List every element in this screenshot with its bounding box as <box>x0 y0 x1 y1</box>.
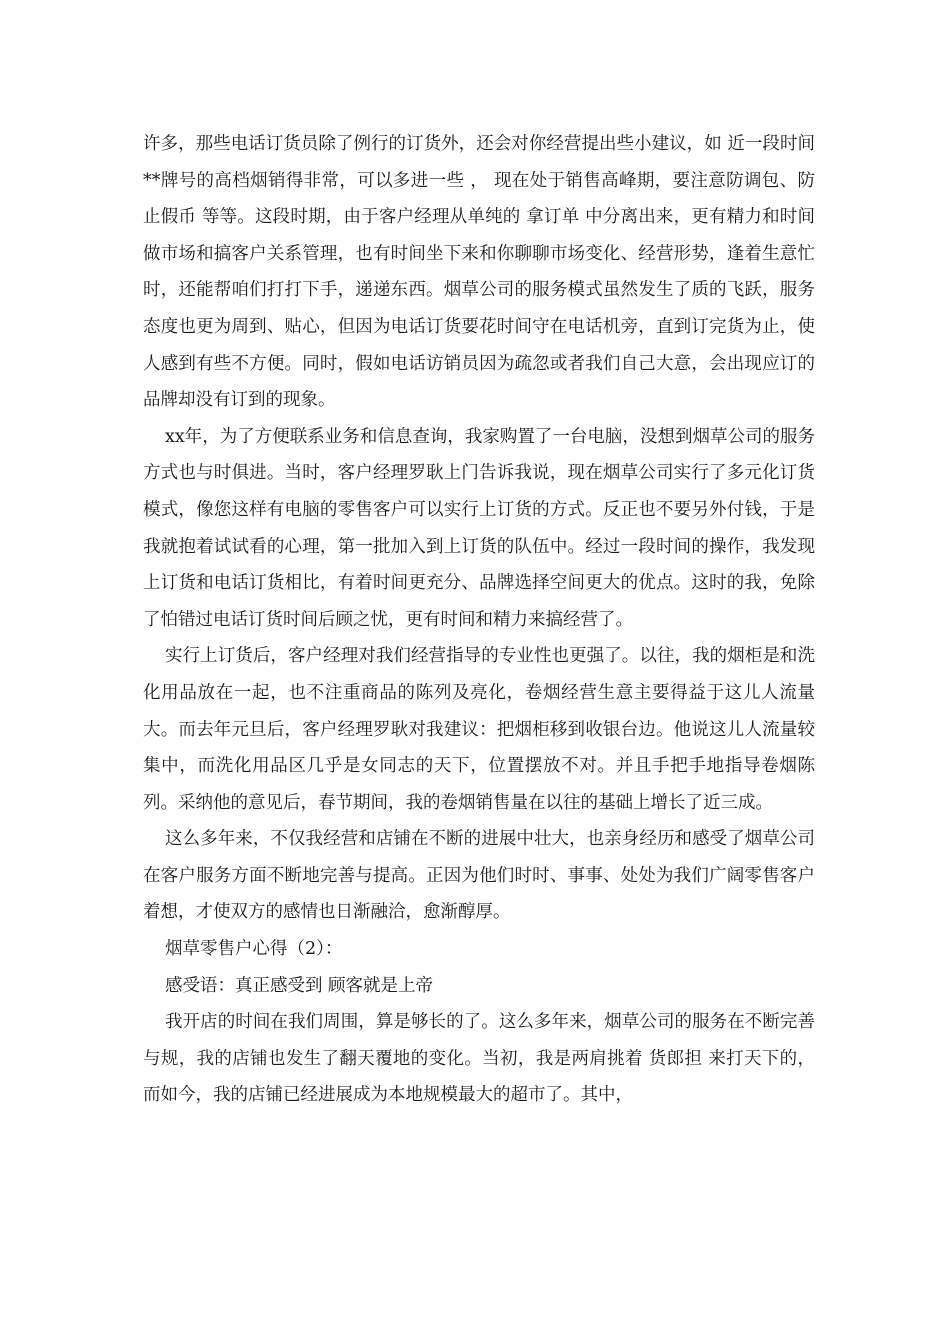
document-body <box>143 126 815 1114</box>
paragraph-online-ordering: xx年，为了方便联系业务和信息查询，我家购置了一台电脑，没想到烟草公司的服务方式也与时俱进。当时，客户经理罗耿上门告诉我说，现在烟草公司实行了多元化订货模式，像您这样有电脑的零售客户可以实行上订货的方式。反正也不要另外付钱，于是我就抱着试试看的心理，第一批加入到上订货的队伍中。经过一段时间的操作，我发现上订货和电话订货相比，有着时间更充分、品牌选择空间更大的优点。这时的我，免除了怕错过电话订货时间后顾之忧，更有时间和精力来搞经营了。 <box>143 426 815 630</box>
paragraph-summary: 这么多年来，不仅我经营和店铺在不断的进展中壮大，也亲身经历和感受了烟草公司在客户服务方面不断地完善与提高。正因为他们时时、事事、处处为我们广阔零售客户着想，才使双方的感情也日渐融洽，愈渐醇厚。 <box>143 829 815 923</box>
paragraph-store-history: 我开店的时间在我们周围，算是够长的了。这么多年来，烟草公司的服务在不断完善与规，我的店铺也发生了翻天覆地的变化。当初，我是两肩挑着 货郎担 来打天下的，而如今，我的店铺已经进展成为本地规模最大的超市了。其中， <box>143 1012 815 1106</box>
paragraph-continuation: 许多，那些电话订货员除了例行的订货外，还会对你经营提出些小建议，如 近一段时间**牌号的高档烟销得非常，可以多进一些 ， 现在处于销售高峰期，要注意防调包、防止假币 等等。这段时期，由于客户经理从单纯的 拿订单 中分离出来，更有精力和时间做市场和搞客户关系管理，也有时间坐下来和你聊聊市场变化、经营形势，逢着生意忙时，还能帮咱们打打下手，递递东西。烟草公司的服务模式虽然发生了质的飞跃，服务态度也更为周到、贴心，但因为电话订货要花时间守在电话机旁，直到订完货为止，使人感到有些不方便。同时，假如电话访销员因为疏忽或者我们自己大意，会出现应订的品牌却没有订到的现象。 <box>143 134 815 411</box>
paragraph-display-guidance: 实行上订货后，客户经理对我们经营指导的专业性也更强了。以往，我的烟柜是和洗化用品放在一起，也不注重商品的陈列及亮化，卷烟经营生意主要得益于这儿人流量大。而去年元旦后，客户经理罗耿对我建议：把烟柜移到收银台边。他说这儿人流量较集中，而洗化用品区几乎是女同志的天下，位置摆放不对。并且手把手地指导卷烟陈列。采纳他的意见后，春节期间，我的卷烟销售量在以往的基础上增长了近三成。 <box>143 646 815 813</box>
section-subtitle: 感受语：真正感受到 顾客就是上帝 <box>165 975 434 996</box>
section-heading: 烟草零售户心得（2）： <box>165 939 343 960</box>
